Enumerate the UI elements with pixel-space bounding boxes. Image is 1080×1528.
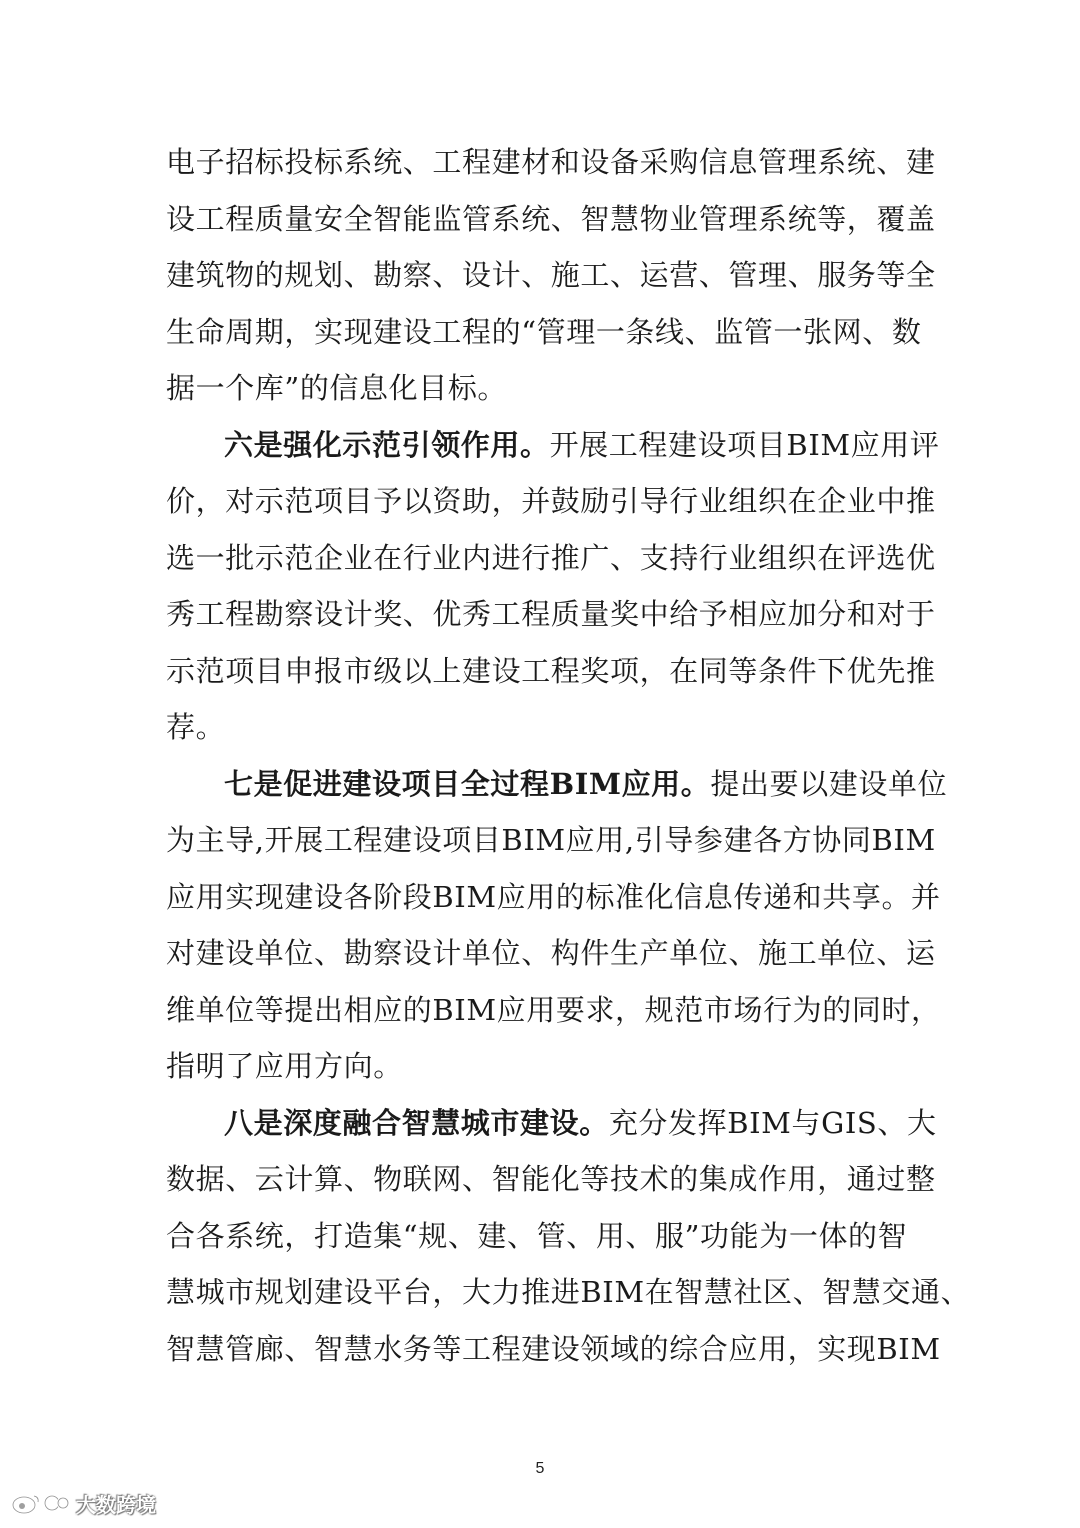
line-text: 设工程质量安全智能监管系统、智慧物业管理系统等，覆盖 (166, 201, 936, 236)
text-line (166, 756, 948, 813)
text-line (166, 134, 936, 191)
text-line (166, 925, 936, 982)
weibo-logo-icon (10, 1490, 70, 1516)
document-body (166, 134, 971, 1377)
line-text: 应用实现建设各阶段BIM应用的标准化信息传递和共享。并 (166, 879, 941, 914)
text-line (166, 304, 922, 361)
text-line (166, 643, 936, 700)
page-number: 5 (535, 1460, 545, 1477)
text-line (166, 191, 936, 248)
line-text: 智慧管廊、智慧水务等工程建设领域的综合应用，实现BIM (166, 1331, 941, 1366)
paragraph-heading: 八是深度融合智慧城市建设。 (224, 1105, 609, 1140)
paragraph-heading: 六是强化示范引领作用。 (224, 427, 550, 462)
line-text: 指明了应用方向。 (166, 1049, 403, 1083)
text-line (166, 473, 936, 530)
text-line (166, 869, 941, 926)
paragraph (166, 756, 948, 1095)
line-text: 开展工程建设项目BIM应用评 (549, 427, 940, 462)
text-line (166, 699, 918, 756)
line-text: 荐。 (166, 710, 226, 744)
line-text: 电子招标投标系统、工程建材和设备采购信息管理系统、建 (166, 145, 936, 179)
paragraph-heading: 七是促进建设项目全过程BIM应用。 (224, 766, 711, 801)
line-text: 为主导,开展工程建设项目BIM应用,引导参建各方协同BIM (166, 823, 936, 857)
line-text: 秀工程勘察设计奖、优秀工程质量奖中给予相应加分和对于 (166, 597, 936, 631)
text-line (166, 417, 940, 474)
line-text: 维单位等提出相应的BIM应用要求，规范市场行为的同时， (166, 992, 941, 1027)
text-line (166, 1264, 971, 1321)
paragraph (166, 417, 940, 756)
line-text: 选一批示范企业在行业内进行推广、支持行业组织在评选优 (166, 540, 936, 575)
text-line (166, 530, 936, 587)
text-line (166, 982, 941, 1039)
watermark-text: 大数跨境 (76, 1492, 156, 1517)
line-text: 数据、云计算、物联网、智能化等技术的集成作用，通过整 (166, 1162, 936, 1196)
text-line (166, 812, 936, 869)
line-text: 建筑物的规划、勘察、设计、施工、运营、管理、服务等全 (166, 258, 936, 292)
line-text: 示范项目申报市级以上建设工程奖项，在同等条件下优先推 (166, 653, 936, 688)
text-line (166, 247, 936, 304)
text-line (166, 1038, 918, 1095)
text-line (166, 1151, 936, 1208)
line-text: 对建设单位、勘察设计单位、构件生产单位、施工单位、运 (166, 936, 936, 970)
line-text: 生命周期，实现建设工程的“管理一条线、监管一张网、数 (166, 314, 922, 349)
text-line (166, 1208, 918, 1265)
line-text: 合各系统，打造集“规、建、管、用、服”功能为一体的智 (166, 1218, 908, 1253)
line-text: 价，对示范项目予以资助，并鼓励引导行业组织在企业中推 (166, 484, 936, 518)
text-line (166, 360, 918, 417)
paragraph (166, 1095, 971, 1378)
text-line (166, 1095, 937, 1152)
line-text: 慧城市规划建设平台，大力推进BIM在智慧社区、智慧交通、 (166, 1275, 971, 1309)
watermark (10, 1488, 156, 1518)
text-line (166, 1321, 941, 1378)
line-text: 提出要以建设单位 (710, 766, 948, 801)
line-text: 充分发挥BIM与GIS、大 (608, 1105, 937, 1140)
text-line (166, 586, 936, 643)
paragraph (166, 134, 936, 417)
line-text: 据一个库”的信息化目标。 (166, 371, 508, 405)
